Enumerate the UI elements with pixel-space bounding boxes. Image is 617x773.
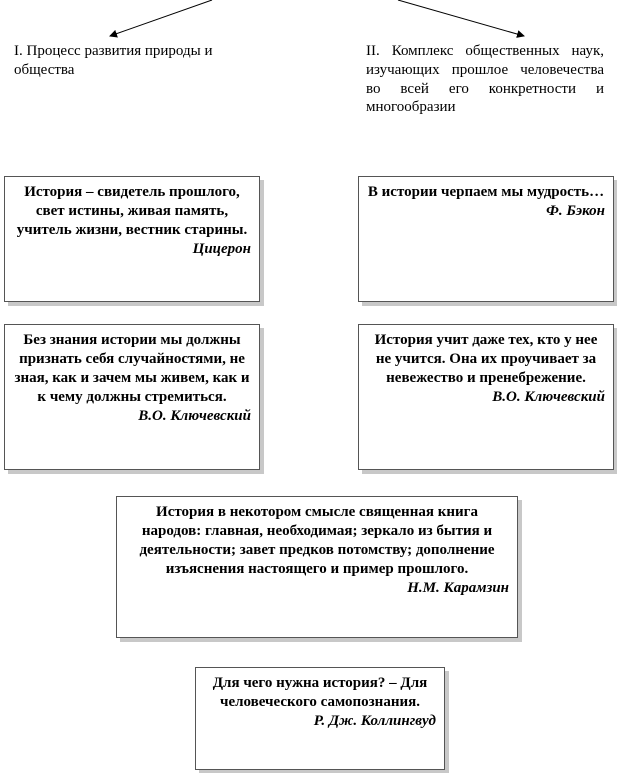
definition-right-last: многообразии — [366, 99, 456, 116]
arrow-right — [398, 0, 524, 36]
quote-text: История учит даже тех, кто у нее не учится. Она их проучивает за невежество и пренебрежение. — [374, 332, 598, 387]
quote-author: Ф. Бэкон — [546, 203, 605, 220]
quote-box-cicero — [4, 176, 260, 302]
quote-text: История – свидетель прошлого, свет истины, живая память, учитель жизни, вестник старины. — [16, 184, 248, 239]
definition-right — [366, 42, 604, 117]
quote-author: Цицерон — [192, 241, 251, 258]
definition-left-text: I. Процесс развития природы и общества — [14, 43, 213, 78]
quote-author: В.О. Ключевский — [492, 389, 605, 406]
arrow-left — [110, 0, 212, 36]
quote-text: В истории черпаем мы мудрость… — [367, 184, 605, 200]
quote-author: В.О. Ключевский — [138, 408, 251, 425]
definition-left — [14, 42, 264, 80]
quote-box-collingwood — [195, 667, 445, 770]
quote-author: Н.М. Карамзин — [407, 580, 509, 597]
quote-box-bacon — [358, 176, 614, 302]
quote-box-klyuchevsky-1 — [4, 324, 260, 470]
quote-text: История в некотором смысле священная книга народов: главная, необходимая; зеркало из бытия и деятельности; завет предков потомству; дополнение изъяснения настоящего и пример прошлого. — [139, 504, 495, 578]
quote-text: Для чего нужна история? – Для человеческого самопознания. — [212, 675, 428, 711]
quote-author: Р. Дж. Коллингвуд — [313, 713, 436, 730]
quote-text: Без знания истории мы должны признать себя случайностями, не зная, как и зачем мы живем, как и к чему должны стремиться. — [14, 332, 250, 406]
quote-box-karamzin — [116, 496, 518, 638]
quote-box-klyuchevsky-2 — [358, 324, 614, 470]
definition-right-text: II. Комплекс общественных наук, изучающих прошлое человечества во всей его конкретности и — [366, 43, 604, 97]
